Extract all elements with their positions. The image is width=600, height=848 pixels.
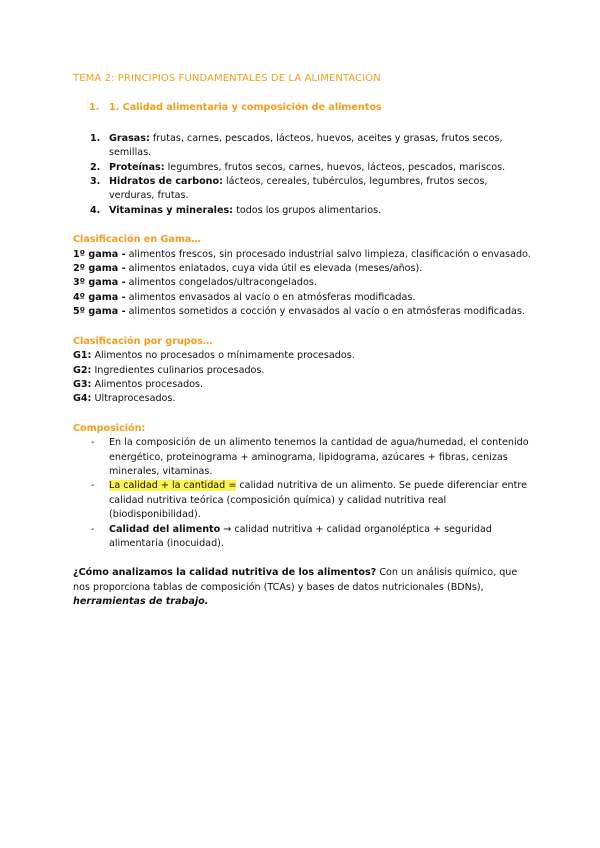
- list-item: [73, 479, 533, 522]
- list-item: [73, 436, 533, 479]
- grupo-term: G2:: [73, 364, 92, 376]
- list-number: 4.: [90, 204, 101, 216]
- grupo-item: [73, 349, 533, 363]
- grupo-text: Ultraprocesados.: [91, 393, 176, 405]
- gama-item: [73, 276, 533, 290]
- list-item: [73, 204, 533, 218]
- gama-item: [73, 262, 533, 276]
- list-item: [73, 175, 533, 204]
- gama-text: alimentos enlatados, cuya vida útil es elevada (meses/años).: [125, 263, 423, 275]
- gama-text: alimentos congelados/ultracongelados.: [125, 277, 317, 289]
- nutrient-list: [73, 132, 533, 218]
- gama-item: [73, 291, 533, 305]
- dash-bullet: -: [91, 480, 95, 492]
- grupo-term: G4:: [73, 393, 92, 405]
- list-term: Grasas:: [109, 132, 150, 144]
- grupo-term: G3:: [73, 378, 92, 390]
- grupo-item: [73, 392, 533, 406]
- grupo-text: Ingredientes culinarios procesados.: [91, 364, 265, 376]
- gama-text: alimentos frescos, sin procesado industrial salvo limpieza, clasificación o envasado.: [125, 248, 531, 260]
- list-text: frutas, carnes, pescados, lácteos, huevos, aceites y grasas, frutos secos, semillas.: [109, 132, 503, 159]
- closing-emphasis: herramientas de trabajo.: [73, 596, 209, 608]
- grupo-term: G1:: [73, 350, 92, 362]
- list-term: Proteínas:: [109, 161, 165, 173]
- list-item: [73, 161, 533, 175]
- grupo-item: [73, 364, 533, 378]
- grupo-text: Alimentos procesados.: [91, 378, 204, 390]
- gama-term: 2º gama -: [73, 263, 126, 275]
- list-number: 2.: [90, 161, 101, 173]
- composicion-heading: Composición:: [73, 422, 146, 434]
- gama-term: 3º gama -: [73, 277, 126, 289]
- grupo-item: [73, 378, 533, 392]
- closing-paragraph: [73, 566, 533, 609]
- list-term: Hidratos de carbono:: [109, 176, 223, 188]
- gama-heading: Clasificación en Gama…: [73, 234, 201, 246]
- list-item: [73, 132, 533, 161]
- list-text: legumbres, frutos secos, carnes, huevos, lácteos, pescados, mariscos.: [164, 161, 506, 173]
- list-number: 3.: [90, 176, 101, 188]
- dash-bullet: -: [91, 523, 95, 535]
- grupos-section: [73, 349, 533, 407]
- gama-term: 4º gama -: [73, 291, 126, 303]
- subtitle-number: 1.: [89, 102, 100, 114]
- page-title: TEMA 2: PRINCIPIOS FUNDAMENTALES DE LA ALIMENTACIÓN: [73, 73, 381, 84]
- composicion-text: calidad nutritiva de un alimento. Se puede diferenciar entre calidad nutritiva teórica (composición química) y calidad nutritiva real (biodisponibilidad).: [109, 480, 528, 521]
- document-page: [73, 72, 533, 610]
- gama-term: 5º gama -: [73, 306, 126, 318]
- gama-item: [73, 248, 533, 262]
- subtitle-text: 1. Calidad alimentaria y composición de alimentos: [109, 102, 382, 114]
- list-text: lácteos, cereales, tubérculos, legumbres, frutos secos, verduras, frutas.: [109, 176, 488, 202]
- grupo-text: Alimentos no procesados o mínimamente procesados.: [91, 350, 355, 362]
- gama-text: alimentos sometidos a cocción y envasados al vacío o en atmósferas modificadas.: [125, 306, 525, 318]
- list-term: Vitaminas y minerales:: [109, 204, 234, 216]
- list-text: todos los grupos alimentarios.: [233, 204, 382, 216]
- grupos-heading: Clasificación por grupos…: [73, 335, 213, 347]
- list-number: 1.: [90, 132, 101, 144]
- composicion-text: → calidad nutritiva + calidad organoléptica + seguridad alimentaria (inocuidad).: [109, 523, 492, 549]
- gama-text: alimentos envasados al vacío o en atmósferas modificadas.: [125, 291, 416, 303]
- gama-item: [73, 305, 533, 319]
- dash-bullet: -: [91, 437, 95, 449]
- list-item: [73, 523, 533, 552]
- composicion-text: En la composición de un alimento tenemos la cantidad de agua/humedad, el contenido energético, proteinograma + aminograma, lipidograma, azúcares + fibras, cenizas minerales, vitaminas.: [109, 437, 529, 477]
- section-subtitle: [89, 101, 533, 115]
- highlighted-text: La calidad + la cantidad =: [109, 480, 237, 492]
- closing-question: ¿Cómo analizamos la calidad nutritiva de los alimentos?: [73, 567, 377, 579]
- gama-section: [73, 248, 533, 320]
- gama-term: 1º gama -: [73, 248, 126, 260]
- composicion-term: Calidad del alimento: [109, 523, 221, 535]
- closing-text: Con un análisis químico, que nos proporciona tablas de composición (TCAs) y bases de datos nutricionales (BDNs),: [73, 567, 518, 593]
- composicion-list: [73, 436, 533, 551]
